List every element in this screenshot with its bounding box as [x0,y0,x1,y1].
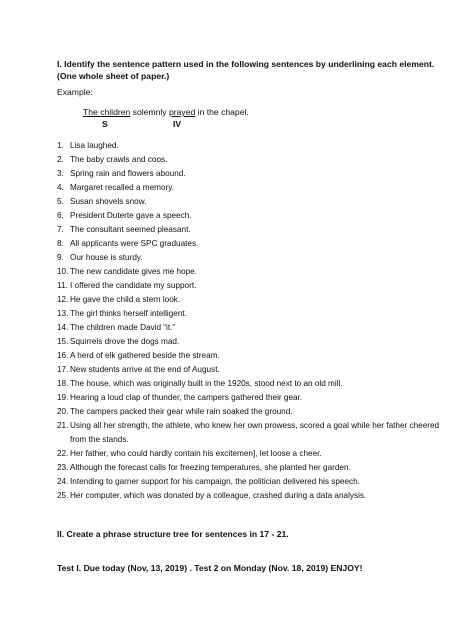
list-item-number: 21. [57,421,69,430]
list-item [57,321,457,335]
example-sentence [83,106,249,118]
list-item-number: 10. [57,267,69,276]
list-item [57,475,457,489]
list-item-text: President Duterte gave a speech. [70,211,192,220]
list-item-number: 25. [57,491,69,500]
list-item-text: Susan shovels snow. [70,197,147,206]
list-item-text: Intending to garner support for his campaign, the politician delivered his speech. [70,477,360,486]
list-item-number: 2. [57,155,64,164]
list-item-number: 8. [57,239,64,248]
example-label: Example: [57,87,93,97]
list-item-number: 15. [57,337,69,346]
list-item [57,279,457,293]
list-item-text: The girl thinks herself intelligent. [70,309,187,318]
list-item [57,209,457,223]
list-item-text: New students arrive at the end of August. [70,365,220,374]
list-item-text: All applicants were SPC graduates. [70,239,199,248]
list-item [57,139,457,153]
list-item-number: 18. [57,379,69,388]
list-item [57,223,457,237]
list-item-number: 6. [57,211,64,220]
list-item [57,377,457,391]
list-item-text: The new candidate gives me hope. [70,267,197,276]
list-item-number: 1. [57,141,64,150]
list-item-text: Although the forecast calls for freezing temperatures, she planted her garden. [70,463,351,472]
list-item-number: 12. [57,295,69,304]
list-item-text: He gave the child a stern look. [70,295,181,304]
list-item [57,307,457,321]
list-item [57,237,457,251]
list-item-number: 22. [57,449,69,458]
list-item [57,391,457,405]
list-item-number: 23. [57,463,69,472]
list-item [57,461,457,475]
list-item-text: The consultant seemed pleasant. [70,225,191,234]
list-item-text: The campers packed their gear while rain soaked the ground. [70,407,293,416]
list-item [57,293,457,307]
list-item-text: Her computer, which was donated by a colleague, crashed during a data analysis. [70,491,367,500]
list-item-text: Lisa laughed. [70,141,119,150]
list-item-text: Our house is sturdy. [70,253,143,262]
list-item [57,489,457,503]
list-item-text: Her father, who could hardly contain his excitemen], let loose a cheer. [70,449,322,458]
list-item-number: 17. [57,365,69,374]
list-item-number: 13. [57,309,69,318]
example-phrase: in the chapel. [195,107,249,117]
list-item-text: The children made David “it.” [70,323,176,332]
list-item [57,363,457,377]
list-item-number: 11. [57,281,68,290]
list-item-number: 16. [57,351,69,360]
example-subject: The children [83,107,131,117]
example-tag-verb: IV [173,119,182,129]
example-verb: prayed [168,107,196,117]
list-item-number: 5. [57,197,64,206]
section-two-instruction: II. Create a phrase structure tree for sentences in 17 - 21. [57,529,289,539]
example-tag-subject: S [102,119,108,129]
list-item-text: The baby crawls and coos. [70,155,168,164]
list-item [57,335,457,349]
list-item-text: Squirrels drove the dogs mad. [70,337,180,346]
list-item-text: A herd of elk gathered beside the stream. [70,351,220,360]
list-item-number: 4. [57,183,64,192]
list-item-number: 14. [57,323,69,332]
instruction-heading: I. Identify the sentence pattern used in the following sentences by underlining each element. (One whole sheet of paper.) [57,59,435,81]
list-item-text: Spring rain and flowers abound. [70,169,186,178]
list-item-text: Hearing a loud clap of thunder, the campers gathered their gear. [70,393,303,402]
list-item-number: 9. [57,253,64,262]
list-item [57,167,457,181]
example-adverb: solemnly [130,107,169,117]
list-item-text: The house, which was originally built in the 1920s, stood next to an old mill. [70,379,343,388]
list-item [57,251,457,265]
list-item [57,349,457,363]
list-item-number: 24. [57,477,69,486]
list-item-number: 20. [57,407,69,416]
list-item-text: I offered the candidate my support. [70,281,197,290]
list-item [57,265,457,279]
list-item-text: Margaret recalled a memory. [70,183,175,192]
list-item [57,195,457,209]
list-item-text: Using all her strength, the athlete, who knew her own prowess, scored a goal while her father cheered from the stands. [70,421,440,444]
footer-note: Test I. Due today (Nov, 13, 2019) . Test 2 on Monday (Nov. 18, 2019) ENJOY! [57,563,363,573]
list-item [57,447,457,461]
list-item-number: 19. [57,393,69,402]
list-item [57,419,457,447]
list-item-number: 3. [57,169,64,178]
sentence-list [57,139,457,503]
list-item [57,181,457,195]
list-item-number: 7. [57,225,64,234]
list-item [57,153,457,167]
list-item [57,405,457,419]
